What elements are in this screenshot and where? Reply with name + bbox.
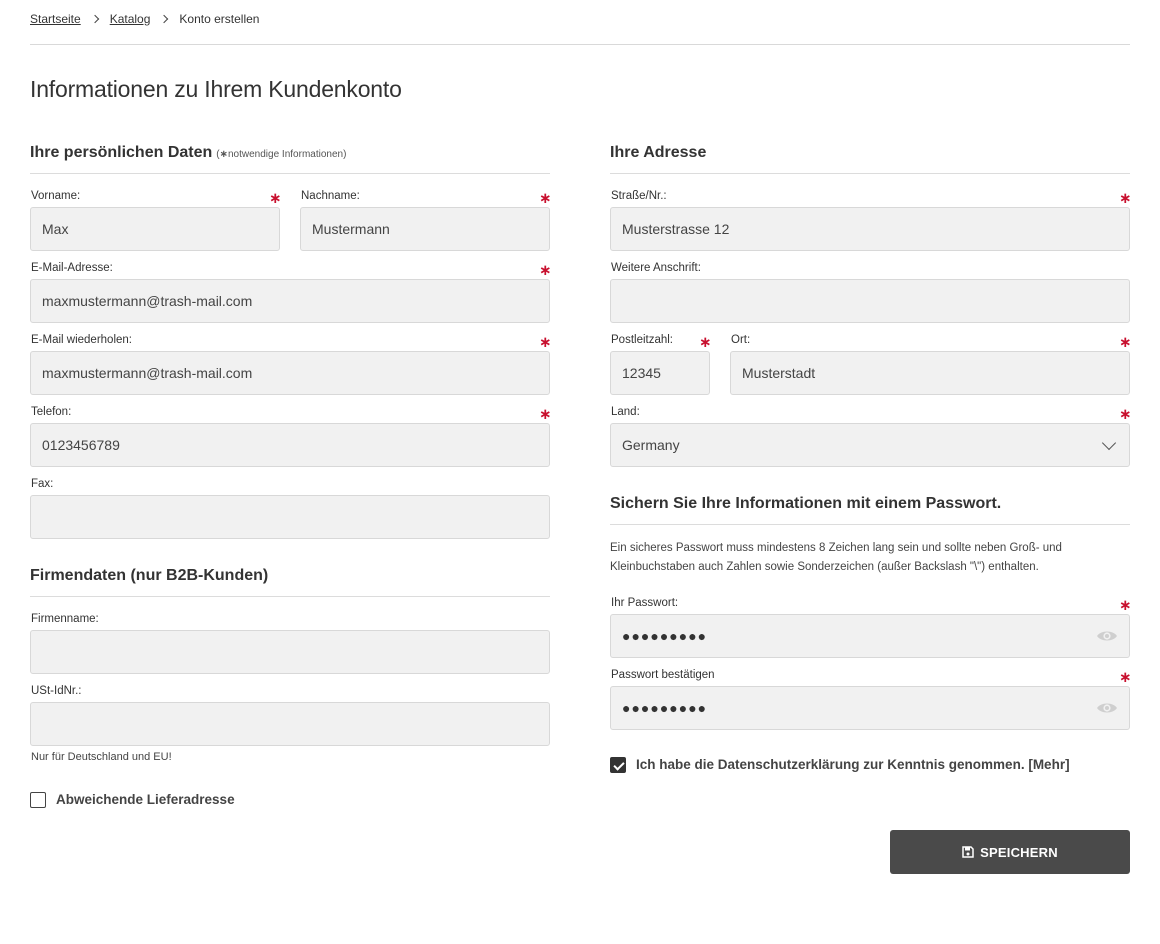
email-label: E-Mail-Adresse:: [31, 262, 113, 274]
save-button[interactable]: [890, 830, 1130, 874]
divider: [30, 596, 550, 597]
firstname-input[interactable]: [30, 207, 280, 251]
eye-icon[interactable]: [1096, 701, 1118, 715]
street-value: Musterstrasse 12: [622, 221, 730, 237]
hint-text: notwendige Informationen): [228, 149, 347, 160]
asterisk-icon: ∗: [219, 149, 228, 160]
password-confirm-input[interactable]: [610, 686, 1130, 730]
divider: [610, 173, 1130, 174]
required-asterisk-icon: ∗: [1119, 190, 1132, 207]
floppy-disk-icon: [962, 846, 974, 858]
phone-value: 0123456789: [42, 437, 120, 453]
vat-label: USt-IdNr.:: [31, 685, 82, 697]
hint-prefix: (: [216, 149, 220, 160]
breadcrumb-link-home[interactable]: Startseite: [30, 12, 81, 26]
vat-note: Nur für Deutschland und EU!: [31, 751, 172, 763]
password-section-title: Sichern Sie Ihre Informationen mit einem Passwort.: [610, 495, 1002, 512]
page-title: Informationen zu Ihrem Kundenkonto: [30, 76, 402, 102]
required-asterisk-icon: ∗: [539, 190, 552, 207]
chevron-right-icon: [161, 15, 169, 23]
zip-input[interactable]: [610, 351, 710, 395]
required-asterisk-icon: ∗: [539, 262, 552, 279]
required-asterisk-icon: ∗: [539, 406, 552, 423]
password-input[interactable]: [610, 614, 1130, 658]
company-section-title: Firmendaten (nur B2B-Kunden): [30, 567, 269, 584]
firstname-label: Vorname:: [31, 190, 81, 202]
divider: [610, 524, 1130, 525]
firstname-value: Max: [42, 221, 69, 237]
street-label: Straße/Nr.:: [611, 190, 667, 202]
company-name-label: Firmenname:: [31, 613, 99, 625]
city-label: Ort:: [731, 334, 751, 346]
email-confirm-input[interactable]: [30, 351, 550, 395]
email-input[interactable]: [30, 279, 550, 323]
fax-label: Fax:: [31, 478, 54, 490]
personal-section-heading: Ihre persönlichen Daten: [30, 144, 213, 161]
chevron-down-icon: [1102, 435, 1116, 449]
country-value: Germany: [622, 437, 680, 453]
save-button-label: SPEICHERN: [980, 844, 1058, 860]
company-name-input[interactable]: [30, 630, 550, 674]
required-asterisk-icon: ∗: [1119, 334, 1132, 351]
eye-icon[interactable]: [1096, 629, 1118, 643]
password-value: ●●●●●●●●●: [622, 628, 708, 644]
required-hint: [216, 149, 346, 160]
address-section-title: Ihre Adresse: [610, 144, 707, 161]
required-asterisk-icon: ∗: [539, 334, 552, 351]
privacy-label[interactable]: Ich habe die Datenschutzerklärung zur Kenntnis genommen. [Mehr]: [636, 757, 1070, 772]
breadcrumb: [30, 11, 259, 27]
password-confirm-label: Passwort bestätigen: [611, 669, 715, 681]
city-input[interactable]: [730, 351, 1130, 395]
required-asterisk-icon: ∗: [1119, 406, 1132, 423]
password-label: Ihr Passwort:: [611, 597, 679, 609]
email-confirm-value: maxmustermann@trash-mail.com: [42, 365, 253, 381]
email-confirm-label: E-Mail wiederholen:: [31, 334, 132, 346]
fax-input[interactable]: [30, 495, 550, 539]
divider: [30, 173, 550, 174]
lastname-value: Mustermann: [312, 221, 390, 237]
required-asterisk-icon: ∗: [269, 190, 282, 207]
personal-section-title: [30, 144, 346, 162]
lastname-input[interactable]: [300, 207, 550, 251]
required-asterisk-icon: ∗: [1119, 597, 1132, 614]
lastname-label: Nachname:: [301, 190, 360, 202]
country-select[interactable]: [610, 423, 1130, 467]
breadcrumb-current: Konto erstellen: [179, 12, 260, 26]
divider: [30, 44, 1130, 45]
city-value: Musterstadt: [742, 365, 816, 381]
phone-label: Telefon:: [31, 406, 72, 418]
additional-address-label: Weitere Anschrift:: [611, 262, 701, 274]
phone-input[interactable]: [30, 423, 550, 467]
additional-address-input[interactable]: [610, 279, 1130, 323]
country-label: Land:: [611, 406, 640, 418]
privacy-checkbox[interactable]: [610, 757, 626, 773]
street-input[interactable]: [610, 207, 1130, 251]
zip-value: 12345: [622, 365, 661, 381]
email-value: maxmustermann@trash-mail.com: [42, 293, 253, 309]
password-info: Ein sicheres Passwort muss mindestens 8 Zeichen lang sein und sollte neben Groß- und Kleinbuchstaben auch Zahlen sowie Sonderzeichen (außer Backslash "\") enthalten.: [610, 542, 1062, 573]
required-asterisk-icon: ∗: [1119, 669, 1132, 686]
vat-input[interactable]: [30, 702, 550, 746]
password-confirm-value: ●●●●●●●●●: [622, 700, 708, 716]
zip-label: Postleitzahl:: [611, 334, 674, 346]
chevron-right-icon: [92, 15, 100, 23]
required-asterisk-icon: ∗: [699, 334, 712, 351]
alt-delivery-checkbox[interactable]: [30, 792, 46, 808]
alt-delivery-label[interactable]: Abweichende Lieferadresse: [56, 792, 235, 807]
breadcrumb-link-catalog[interactable]: Katalog: [109, 12, 151, 26]
